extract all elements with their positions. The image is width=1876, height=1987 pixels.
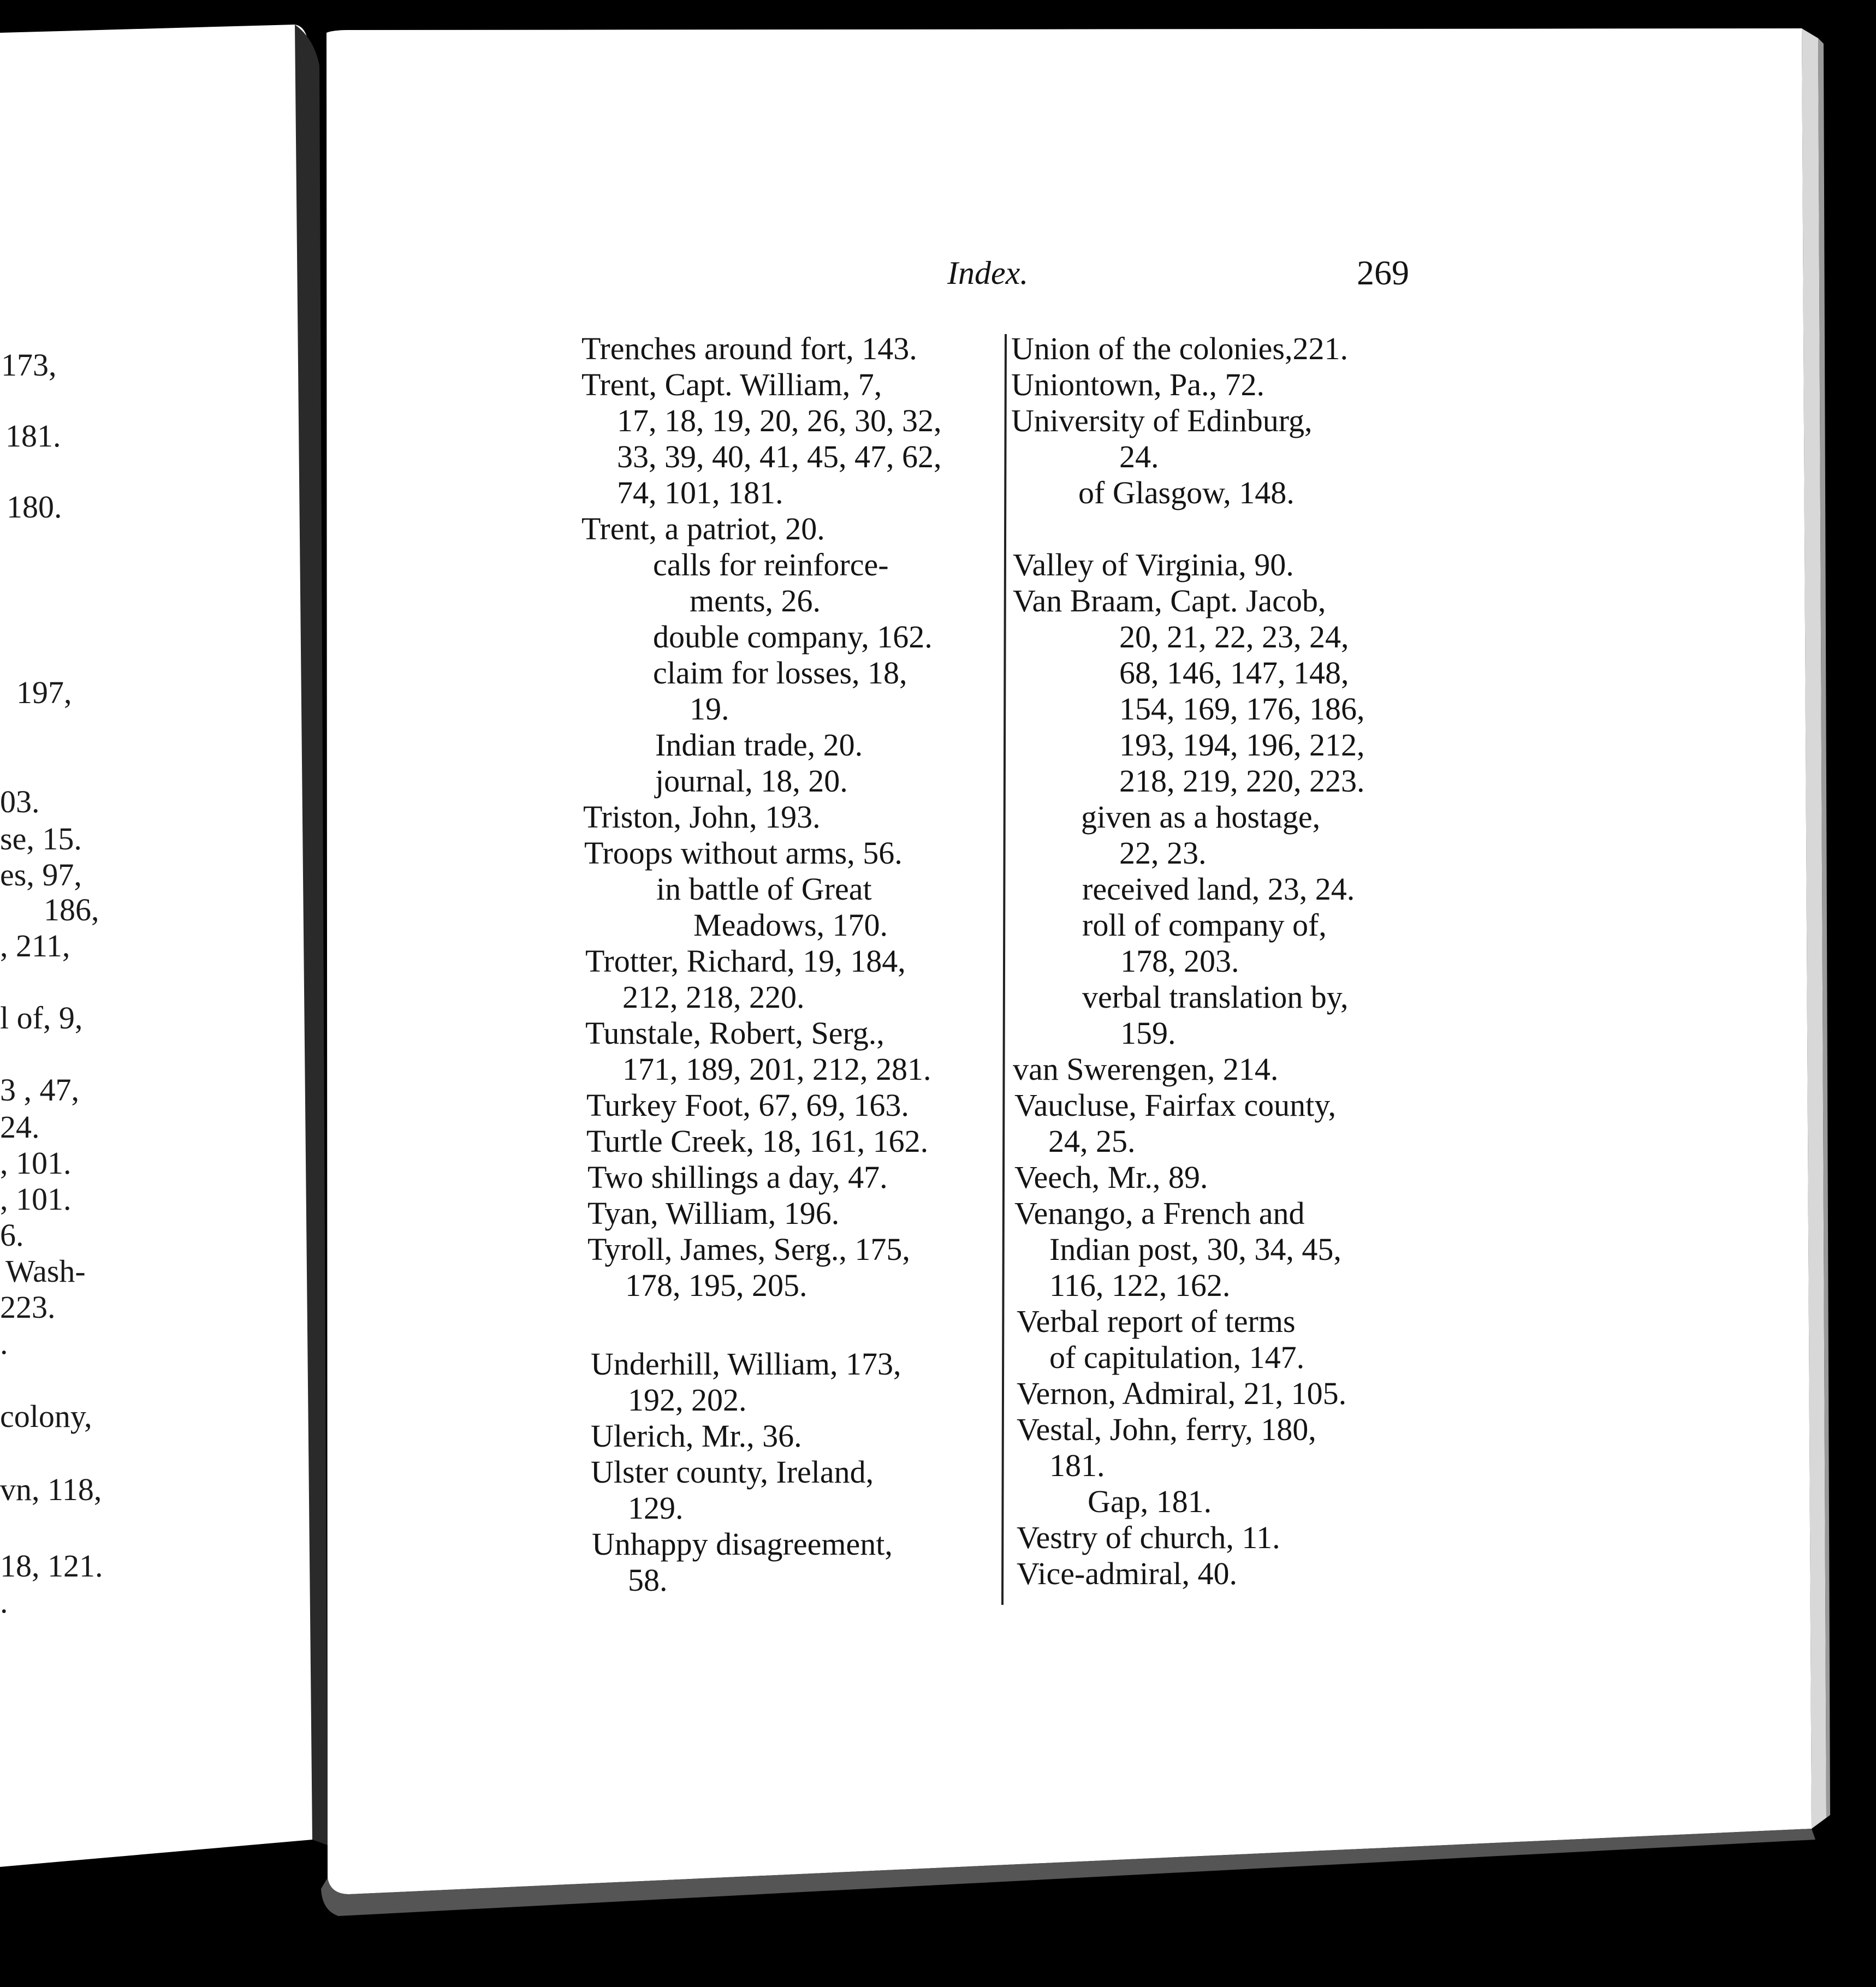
index-entry: journal, 18, 20. xyxy=(655,763,848,799)
index-entry: 129. xyxy=(628,1490,684,1526)
index-entry: Triston, John, 193. xyxy=(583,799,821,835)
index-entry: verbal translation by, xyxy=(1082,979,1349,1015)
facing-fragment: 173, xyxy=(1,347,57,383)
index-entry: 68, 146, 147, 148, xyxy=(1119,655,1349,691)
index-entry: Indian trade, 20. xyxy=(655,727,863,763)
index-entry: Indian post, 30, 34, 45, xyxy=(1049,1232,1341,1267)
index-entry: received land, 23, 24. xyxy=(1082,871,1355,907)
index-entry: Vestal, John, ferry, 180, xyxy=(1017,1412,1316,1447)
index-entry: given as a hostage, xyxy=(1081,799,1321,835)
index-entry: Venango, a French and xyxy=(1014,1195,1305,1231)
facing-fragment: , 101. xyxy=(0,1145,72,1181)
index-entry: 22, 23. xyxy=(1119,835,1207,871)
facing-fragment: 197, xyxy=(16,675,72,710)
index-entry: 181. xyxy=(1049,1448,1105,1483)
facing-fragment: se, 15. xyxy=(0,821,82,856)
facing-fragment: 180. xyxy=(7,489,62,525)
index-entry: ments, 26. xyxy=(690,583,821,618)
right-page xyxy=(326,28,1812,1894)
index-entry: 178, 195, 205. xyxy=(625,1268,808,1303)
index-entry: 19. xyxy=(690,691,729,727)
index-entry: Gap, 181. xyxy=(1088,1484,1212,1519)
facing-fragment: 3 , 47, xyxy=(0,1072,79,1108)
index-entry: Union of the colonies,221. xyxy=(1011,331,1348,366)
index-entry: Trent, Capt. William, 7, xyxy=(581,367,882,402)
facing-fragment: 186, xyxy=(44,892,99,927)
index-entry: University of Edinburg, xyxy=(1011,403,1313,438)
index-entry: 218, 219, 220, 223. xyxy=(1119,763,1365,799)
facing-fragment: 24. xyxy=(0,1109,40,1145)
facing-fragment: , 211, xyxy=(0,928,70,963)
index-entry: Unhappy disagreement, xyxy=(592,1526,893,1562)
facing-fragment: . xyxy=(0,1325,8,1361)
index-entry: Vestry of church, 11. xyxy=(1017,1520,1280,1555)
facing-fragment: 6. xyxy=(0,1217,24,1253)
index-entry: 171, 189, 201, 212, 281. xyxy=(622,1051,931,1087)
index-entry: Tyroll, James, Serg., 175, xyxy=(587,1232,910,1267)
index-entry: 58. xyxy=(628,1562,668,1598)
running-header: Index. xyxy=(947,255,1029,291)
index-entry: Tyan, William, 196. xyxy=(587,1195,840,1231)
facing-fragment: l of, 9, xyxy=(0,1000,83,1036)
index-entry: Tunstale, Robert, Serg., xyxy=(585,1015,884,1051)
index-entry: 116, 122, 162. xyxy=(1049,1268,1231,1303)
index-entry: claim for losses, 18, xyxy=(653,655,907,691)
facing-fragment: 223. xyxy=(0,1289,56,1325)
index-entry: of Glasgow, 148. xyxy=(1078,475,1295,510)
index-entry: Trenches around fort, 143. xyxy=(581,331,917,366)
facing-fragment: es, 97, xyxy=(0,857,82,893)
facing-fragment: 03. xyxy=(0,784,40,819)
index-entry: Meadows, 170. xyxy=(693,907,888,943)
index-entry: Turkey Foot, 67, 69, 163. xyxy=(586,1087,909,1123)
index-entry: 159. xyxy=(1120,1015,1176,1051)
index-entry: Turtle Creek, 18, 161, 162. xyxy=(586,1123,929,1159)
index-entry: Van Braam, Capt. Jacob, xyxy=(1013,583,1326,618)
facing-fragment: . xyxy=(0,1584,8,1620)
index-entry: Vernon, Admiral, 21, 105. xyxy=(1017,1376,1347,1411)
facing-fragment: vn, 118, xyxy=(0,1472,102,1507)
facing-fragment: Wash- xyxy=(5,1253,86,1289)
index-entry: Ulster county, Ireland, xyxy=(591,1454,874,1490)
index-entry: Vaucluse, Fairfax county, xyxy=(1014,1087,1336,1123)
index-entry: double company, 162. xyxy=(653,619,933,655)
index-entry: 24, 25. xyxy=(1048,1123,1136,1159)
index-entry: Valley of Virginia, 90. xyxy=(1013,547,1294,582)
index-entry: 212, 218, 220. xyxy=(622,979,805,1015)
index-entry: Two shillings a day, 47. xyxy=(587,1159,888,1195)
index-entry: 17, 18, 19, 20, 26, 30, 32, xyxy=(617,403,942,438)
facing-fragment: 181. xyxy=(5,418,61,454)
index-entry: van Swerengen, 214. xyxy=(1013,1051,1279,1087)
index-entry: 193, 194, 196, 212, xyxy=(1119,727,1365,763)
index-entry: roll of company of, xyxy=(1082,907,1327,943)
facing-fragment: colony, xyxy=(0,1399,92,1434)
index-entry: Troops without arms, 56. xyxy=(584,835,903,871)
index-entry: calls for reinforce- xyxy=(653,547,889,582)
index-entry: Vice-admiral, 40. xyxy=(1017,1556,1237,1591)
index-entry: Veech, Mr., 89. xyxy=(1014,1159,1208,1195)
index-entry: Verbal report of terms xyxy=(1017,1304,1296,1339)
index-entry: 24. xyxy=(1119,439,1159,474)
index-entry: Ulerich, Mr., 36. xyxy=(591,1418,802,1454)
index-entry: Underhill, William, 173, xyxy=(591,1346,901,1382)
index-entry: 33, 39, 40, 41, 45, 47, 62, xyxy=(617,439,942,474)
index-entry: Trotter, Richard, 19, 184, xyxy=(585,943,906,979)
index-entry: 178, 203. xyxy=(1120,943,1239,979)
facing-fragment: 18, 121. xyxy=(0,1548,103,1584)
index-entry: 154, 169, 176, 186, xyxy=(1119,691,1365,727)
index-entry: Trent, a patriot, 20. xyxy=(581,511,825,546)
index-entry: in battle of Great xyxy=(656,871,872,907)
index-entry: 192, 202. xyxy=(628,1382,747,1418)
facing-fragment: , 101. xyxy=(0,1181,72,1217)
index-entry: 74, 101, 181. xyxy=(617,475,783,510)
page-number: 269 xyxy=(1357,253,1409,292)
index-entry: 20, 21, 22, 23, 24, xyxy=(1119,619,1349,655)
index-entry: Uniontown, Pa., 72. xyxy=(1011,367,1264,402)
index-entry: of capitulation, 147. xyxy=(1049,1340,1305,1375)
